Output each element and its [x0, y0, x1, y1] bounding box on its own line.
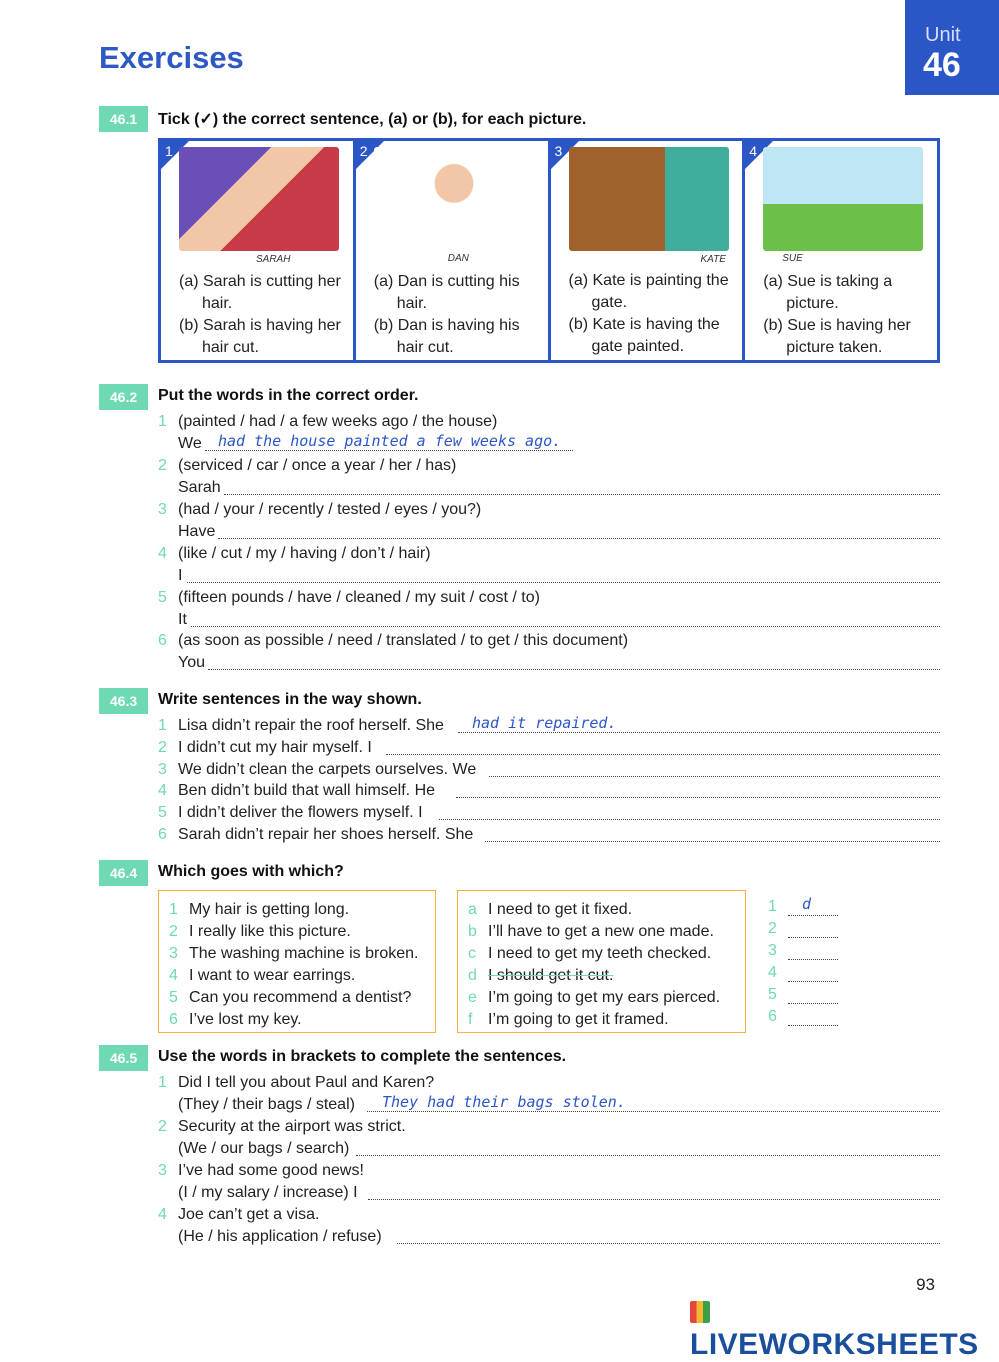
answer-start: It	[178, 611, 187, 628]
answer-line[interactable]	[187, 581, 940, 583]
exercise-heading: Write sentences in the way shown.	[158, 691, 422, 708]
unit-number: 46	[923, 46, 961, 84]
match-answer-line[interactable]	[788, 1024, 838, 1026]
context-line: 4 Joe can’t get a visa.	[158, 1206, 320, 1223]
option-a[interactable]: (a) Kate is painting the gate.	[568, 272, 729, 311]
list-item: c I need to get my teeth checked.	[468, 945, 712, 962]
picture-caption: SARAH	[256, 254, 291, 265]
panel-number: 1	[161, 141, 183, 163]
picture-grid	[158, 138, 940, 363]
exercise-number: 46.4	[99, 860, 148, 886]
panel-number: 4	[745, 141, 767, 163]
match-number: 2	[768, 920, 777, 937]
left-options-box	[158, 890, 436, 1033]
match-answer-line[interactable]	[788, 958, 838, 960]
answer-start: You	[178, 654, 205, 671]
context-line: 2 Security at the airport was strict.	[158, 1118, 406, 1135]
option-a[interactable]: (a) Dan is cutting his hair.	[373, 273, 520, 312]
picture-caption: KATE	[700, 254, 726, 265]
sentence-line: 6 Sarah didn’t repair her shoes herself. She	[158, 826, 474, 843]
prompt-line: 2 (serviced / car / once a year / her / has)	[158, 457, 457, 474]
option-a[interactable]: (a) Sarah is cutting her hair.	[179, 273, 341, 312]
sentence-line: 3 We didn’t clean the carpets ourselves. We	[158, 761, 477, 778]
illustration-man-cutting-hair	[374, 147, 534, 251]
match-answer-line[interactable]	[788, 1002, 838, 1004]
prompt-line: 6 (as soon as possible / need / translated / to get / this document)	[158, 632, 629, 649]
sentence-line: 5 I didn’t deliver the flowers myself. I	[158, 804, 423, 821]
answer-line[interactable]	[439, 818, 940, 820]
right-options-box	[457, 890, 746, 1033]
answer-line[interactable]	[456, 796, 940, 798]
list-item: 2 I really like this picture.	[169, 923, 351, 940]
unit-label: Unit	[925, 24, 961, 46]
answer-line[interactable]	[224, 493, 940, 495]
list-item: b I’ll have to get a new one made.	[468, 923, 714, 940]
exercise-heading: Use the words in brackets to complete the sentences.	[158, 1048, 567, 1065]
handwritten-answer[interactable]: They had their bags stolen.	[382, 1093, 626, 1111]
illustration-painting-gate	[569, 147, 729, 251]
unit-badge	[905, 0, 999, 95]
match-number: 1	[768, 898, 777, 915]
answer-line[interactable]	[386, 753, 940, 755]
match-answer-line[interactable]	[788, 936, 838, 938]
option-list	[569, 270, 743, 358]
match-number: 5	[768, 986, 777, 1003]
list-item: 6 I’ve lost my key.	[169, 1011, 302, 1028]
sentence-line: 1 Lisa didn’t repair the roof herself. She	[158, 717, 444, 734]
illustration-hair-salon	[179, 147, 339, 251]
handwritten-answer[interactable]: d	[802, 895, 812, 913]
cue-line: (We / our bags / search)	[178, 1140, 350, 1157]
context-line: 1 Did I tell you about Paul and Karen?	[158, 1074, 435, 1091]
answer-line[interactable]	[368, 1198, 940, 1200]
answer-start: Have	[178, 523, 216, 540]
answer-line[interactable]	[191, 625, 940, 627]
answer-line[interactable]	[397, 1242, 940, 1244]
picture-panel	[356, 141, 551, 360]
exercise-heading: Which goes with which?	[158, 863, 344, 880]
exercise-number: 46.3	[99, 688, 148, 714]
illustration-photo-taken	[763, 147, 923, 251]
answer-line[interactable]	[485, 840, 940, 842]
list-item: a I need to get it fixed.	[468, 901, 633, 918]
option-list	[374, 271, 548, 359]
prompt-line: 5 (fifteen pounds / have / cleaned / my suit / cost / to)	[158, 589, 540, 606]
sentence-line: 4 Ben didn’t build that wall himself. He	[158, 782, 436, 799]
context-line: 3 I’ve had some good news!	[158, 1162, 364, 1179]
answer-start: We	[178, 435, 202, 452]
match-answer-line[interactable]	[788, 914, 838, 916]
cue-line: (I / my salary / increase) I	[178, 1184, 358, 1201]
cue-line: (He / his application / refuse)	[178, 1228, 382, 1245]
list-item: 3 The washing machine is broken.	[169, 945, 419, 962]
exercise-number: 46.1	[99, 106, 148, 132]
answer-start: Sarah	[178, 479, 221, 496]
answer-line[interactable]	[489, 775, 940, 777]
list-item-used: d I should get it cut.	[468, 967, 614, 984]
brand-logo: LIVEWORKSHEETS	[690, 1294, 999, 1362]
cue-line: (They / their bags / steal)	[178, 1096, 355, 1113]
picture-panel	[161, 141, 356, 360]
page-title: Exercises	[99, 40, 244, 75]
picture-caption: DAN	[447, 253, 469, 264]
page-number: 93	[916, 1275, 935, 1294]
option-b[interactable]: (b) Dan is having his hair cut.	[373, 317, 520, 356]
list-item: 4 I want to wear earrings.	[169, 967, 356, 984]
answer-line[interactable]	[218, 537, 940, 539]
list-item: f I’m going to get it framed.	[468, 1011, 669, 1028]
answer-start: I	[178, 567, 183, 584]
answer-line[interactable]	[208, 668, 940, 670]
exercise-heading: Put the words in the correct order.	[158, 387, 419, 404]
exercise-heading: Tick (✓) the correct sentence, (a) or (b), for each picture.	[158, 111, 587, 128]
handwritten-answer[interactable]: had the house painted a few weeks ago.	[218, 432, 562, 450]
option-list	[763, 271, 937, 359]
picture-panel	[745, 141, 937, 360]
liveworksheets-icon	[690, 1301, 710, 1323]
match-number: 6	[768, 1008, 777, 1025]
exercise-number: 46.2	[99, 384, 148, 410]
panel-number: 3	[551, 141, 573, 163]
picture-caption: SUE	[782, 253, 803, 264]
panel-number: 2	[356, 141, 378, 163]
option-b[interactable]: (b) Kate is having the gate painted.	[568, 316, 720, 355]
option-b[interactable]: (b) Sarah is having her hair cut.	[179, 317, 341, 356]
handwritten-answer[interactable]: had it repaired.	[472, 714, 617, 732]
option-b[interactable]: (b) Sue is having her picture taken.	[763, 317, 911, 356]
picture-panel	[551, 141, 746, 360]
match-answer-line[interactable]	[788, 980, 838, 982]
match-number: 4	[768, 964, 777, 981]
prompt-line: 4 (like / cut / my / having / don’t / hair)	[158, 545, 431, 562]
option-list	[179, 271, 353, 359]
list-item: e I’m going to get my ears pierced.	[468, 989, 721, 1006]
exercise-number: 46.5	[99, 1045, 148, 1071]
prompt-line: 3 (had / your / recently / tested / eyes / you?)	[158, 501, 482, 518]
match-number: 3	[768, 942, 777, 959]
prompt-line: 1 (painted / had / a few weeks ago / the house)	[158, 413, 498, 430]
list-item: 5 Can you recommend a dentist?	[169, 989, 412, 1006]
option-a[interactable]: (a) Sue is taking a picture.	[763, 273, 893, 312]
answer-line[interactable]	[356, 1154, 940, 1156]
sentence-line: 2 I didn’t cut my hair myself. I	[158, 739, 372, 756]
list-item: 1 My hair is getting long.	[169, 901, 350, 918]
